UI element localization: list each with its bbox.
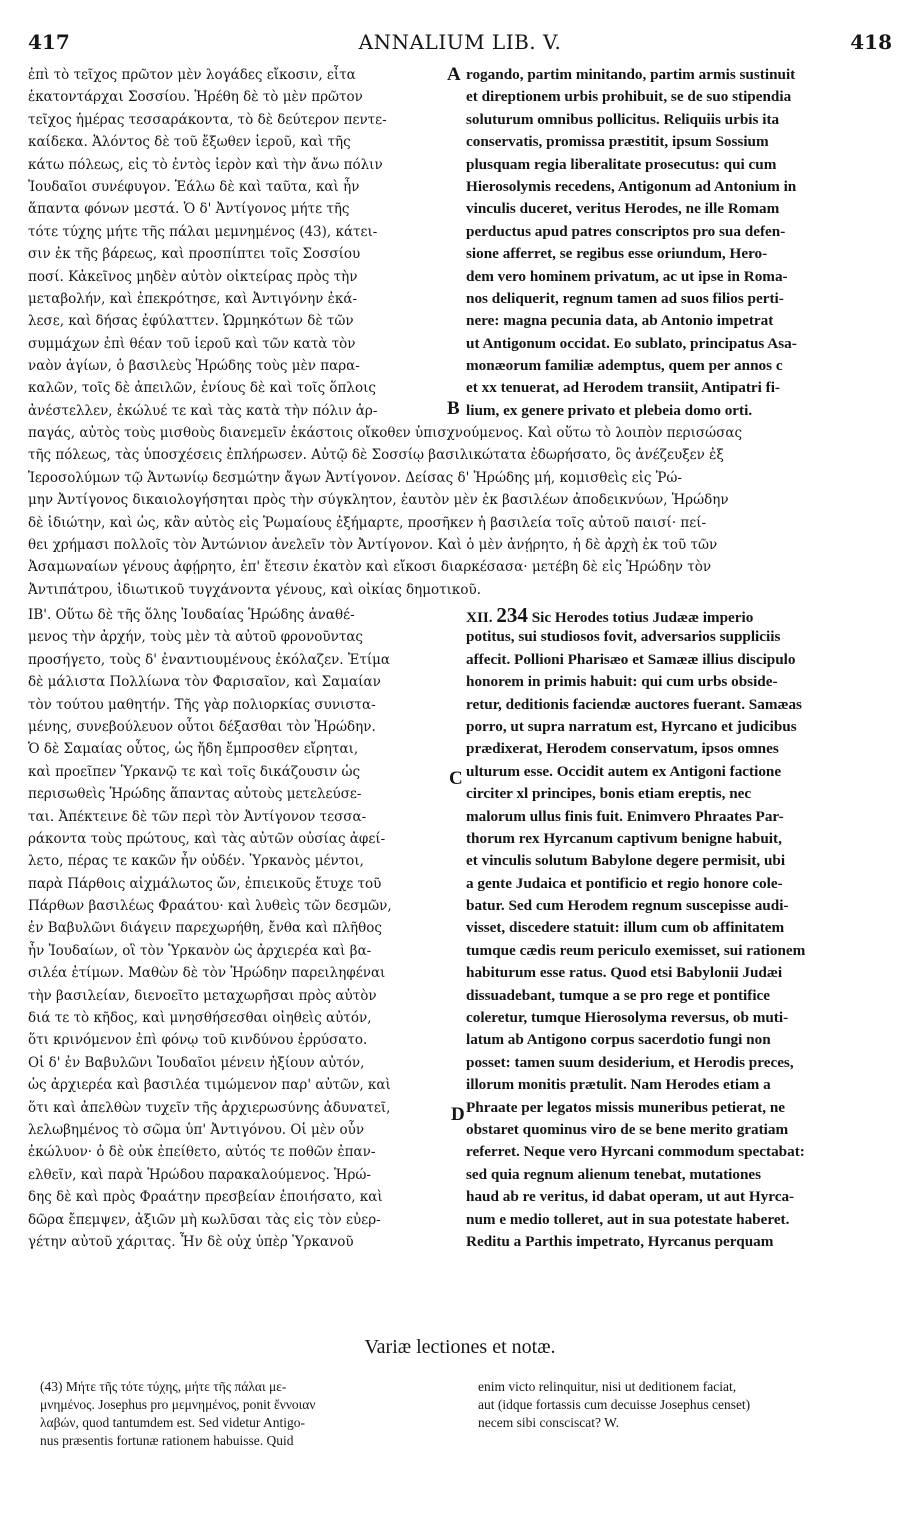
latin-line: potitus, sui studiosos fovit, adversarios suppliciis [466, 628, 781, 646]
greek-full-line: Ἀσαμωναίων γένους ἀφῄρητο, ἐπ' ἔτεσιν ἑκατὸν καὶ εἴκοσι διαρκέσασα· μετέβη δὲ εἰς Ἡρώδην τὸν [28, 559, 712, 576]
latin-line: ulturum esse. Occidit autem ex Antigoni factione [466, 762, 782, 780]
latin-line: prædixerat, Herodem conservatum, ipsos omnes [466, 740, 779, 758]
note-line: enim victo relinquitur, nisi ut deditionem faciat, [478, 1379, 737, 1394]
greek-line: ελθεῖν, καὶ παρὰ Ἡρώδου παρακαλούμενος. Ἡρώ- [28, 1166, 371, 1183]
latin-line: a gente Judaica et pontificio et regio honore cole- [466, 874, 783, 892]
greek-full-line: τῆς πόλεως, τὰς ὑποσχέσεις ἐπλήρωσεν. Αὐτῷ δὲ Σοσσίῳ βασιλικώτατα ἐδωρήσατο, ὃς ἀνέζευξεν ἐξ [28, 447, 724, 464]
greek-line: τότε τύχης μήτε τῆς πάλαι μεμνημένος (43), κάτει- [28, 223, 378, 240]
note-line: (43) Μήτε τῆς τότε τύχης, μήτε τῆς πάλαι με- [40, 1379, 287, 1394]
greek-full-width-paragraph [28, 422, 896, 601]
latin-column-1 [466, 64, 896, 400]
latin-lines-2 [466, 626, 896, 1253]
greek-line: ποσί. Κἀκεῖνος μηδὲν αὐτὸν οἰκτείρας πρὸς τὴν [28, 268, 358, 285]
greek-line: ἑκατοντάρχαι Σοσσίου. Ἡρέθη δὲ τὸ μὲν πρῶτον [28, 89, 363, 106]
latin-line: conservatis, promissa præstitit, ipsum Sossium [466, 133, 769, 151]
latin-line: Hierosolymis recedens, Antigonum ad Antonium in [466, 177, 797, 195]
greek-line: λελωβημένος τὸ σῶμα ὑπ' Ἀντιγόνου. Οἱ μὲν οὖν [28, 1121, 365, 1138]
latin-line: visset, discedere statuit: illum cum ob affinitatem [466, 919, 785, 937]
greek-line: δὲ μάλιστα Πολλίωνα τὸν Φαρισαῖον, καὶ Σαμαίαν [28, 674, 381, 691]
notes-right-column [478, 1378, 898, 1432]
running-title: ANNALIUM LIB. V. [358, 30, 562, 54]
latin-line: affecit. Pollioni Pharisæo et Samææ illius discipulo [466, 650, 796, 668]
latin-line: circiter xl principes, bonis etiam ereptis, nec [466, 785, 752, 803]
greek-line: προσήγετο, τοὺς δ' ἐναντιουμένους ἐκόλαζεν. Ἐτίμα [28, 651, 391, 668]
greek-column-2 [28, 604, 443, 1253]
greek-line: δῶρα ἔπεμψεν, ἀξιῶν μὴ κωλῦσαι τὰς εἰς τὸν εὐερ- [28, 1211, 381, 1228]
greek-line: Ὁ δὲ Σαμαίας οὗτος, ὡς ἤδη ἔμπροσθεν εἴρηται, [28, 741, 359, 758]
latin-line: tumque cædis reum periculo exemisset, sui rationem [466, 941, 806, 959]
latin-line: num e medio tolleret, aut in sua potestate haberet. [466, 1210, 790, 1228]
greek-line: ἦν Ἰουδαίων, οἳ τὸν Ὑρκανὸν ὡς ἀρχιερέα καὶ βα- [28, 942, 372, 959]
note-line: aut (idque fortassis cum decuisse Josephus censet) [478, 1397, 751, 1412]
greek-line: καὶ προεῖπεν Ὑρκανῷ τε καὶ τοῖς δικάζουσιν ὡς [28, 763, 361, 780]
greek-line: ὅτι κρινόμενον ἐπὶ φόνῳ τοῦ κινδύνου ἐρρύσατο. [28, 1032, 368, 1049]
greek-line: ράκοντα τοὺς πρώτους, καὶ τὰς αὐτῶν οὐσίας ἀφεί- [28, 830, 386, 847]
greek-line: ἐν Βαβυλῶνι διάγειν παρεχωρήθη, ἔνθα καὶ πλῆθος [28, 920, 382, 937]
latin-line: Reditu a Parthis impetrato, Hyrcanus perquam [466, 1232, 774, 1250]
greek-line: Πάρθων βασιλέως Φραάτου· καὶ λυθεὶς τῶν δεσμῶν, [28, 898, 392, 915]
greek-full-line: Ἱεροσολύμων τῷ Ἀντωνίῳ δεσμώτην ἄγων Ἀντίγονον. Δείσας δ' Ἡρώδης μή, κομισθεὶς εἰς Ῥώ- [28, 469, 682, 486]
greek-full-line: θει χρήμασι πολλοῖς τὸν Ἀντώνιον ἀνελεῖν τὸν Ἀντίγονον. Καὶ ὁ μὲν ἀνῄρητο, ἡ δὲ ἀρχὴ ἐκ τοῦ τῶν [28, 536, 718, 553]
note-line: λαβών, quod tantumdem est. Sed videtur Antigo- [40, 1415, 305, 1430]
latin-line: et xx tenuerat, ad Herodem transiit, Antipatri fi- [466, 379, 780, 397]
greek-line: τὸν τούτου μαθητήν. Τῆς γὰρ πολιορκίας συνιστα- [28, 696, 376, 713]
latin-line: nere: magna pecunia data, ab Antonio impetrat [466, 312, 774, 330]
greek-line: τεῖχος ἡμέρας τεσσαράκοντα, τὸ δὲ δεύτερον πεντε- [28, 111, 387, 128]
greek-line: γέτην αὐτοῦ χάριτας. Ἦν δὲ οὐχ ὑπὲρ Ὑρκανοῦ [28, 1233, 354, 1250]
greek-line: ται. Ἀπέκτεινε δὲ τῶν περὶ τὸν Ἀντίγονον τεσσα- [28, 808, 367, 825]
latin-line: perductus apud patres conscriptos pro sua defen- [466, 222, 786, 240]
latin-line: dissuadebant, tumque a se pro rege et pontifice [466, 986, 771, 1004]
latin-line: soluturum omnibus pollicitus. Reliquiis urbis ita [466, 110, 780, 128]
latin-first-line: Sic Herodes totius Judææ imperio [531, 609, 754, 626]
latin-line: referret. Neque vero Hyrcani commodum spectabat: [466, 1143, 805, 1161]
margin-letter-b: B [447, 398, 460, 419]
latin-line: retur, deditionis faciendæ auctores fuerant. Samæas [466, 695, 802, 713]
latin-line: sione afferret, se regibus esse oriundum, Hero- [466, 245, 768, 263]
greek-line: ναὸν ἁγίων, ὁ βασιλεὺς Ἡρώδης τοὺς μὲν παρα- [28, 358, 360, 375]
greek-line: ὡς ἀρχιερέα καὶ βασιλέα τιμώμενον παρ' αὐτῶν, καὶ [28, 1077, 391, 1094]
latin-line: Phraate per legatos missis muneribus petierat, ne [466, 1098, 786, 1116]
greek-line: ἐπὶ τὸ τεῖχος πρῶτον μὲν λογάδες εἴκοσιν, εἶτα [28, 67, 356, 83]
greek-line: παρὰ Πάρθοις αἰχμάλωτος ὤν, ἐπιεικοῦς ἔτυχε τοῦ [28, 875, 382, 892]
latin-column-2 [466, 604, 896, 1253]
greek-line: τὴν βασιλείαν, διενοεῖτο μεταχωρῆσαι πρὸς αὐτὸν [28, 987, 377, 1004]
latin-line: batur. Sed cum Herodem regnum suscepisse audi- [466, 897, 789, 915]
greek-full-line: Ἀντιπάτρου, ἰδιωτικοῦ τυγχάνοντα γένους, καὶ οἰκίας δημοτικοῦ. [28, 581, 481, 598]
margin-letter-d: D [451, 1104, 465, 1125]
latin-line: dem vero hominem privatum, ac ut ipse in Roma- [466, 267, 788, 285]
latin-line: rogando, partim minitando, partim armis sustinuit [466, 66, 796, 83]
latin-line: et vinculis solutum Babylone degere permisit, ubi [466, 852, 786, 870]
latin-line: obstaret quominus viro de se bene merito gratiam [466, 1120, 789, 1138]
latin-line: sed quia regnum alienum tenebat, mutationes [466, 1165, 762, 1183]
latin-line: nos deliquerit, regnum tamen ad suos filios perti- [466, 289, 784, 307]
greek-line: μεταβολήν, καὶ ἐπεκρότησε, καὶ Ἀντιγόνην ἐκά- [28, 290, 358, 307]
greek-line: ὅτι καὶ ἀπελθὼν τυχεῖν τῆς ἀρχιερωσύνης ἀδυνατεῖ, [28, 1099, 391, 1116]
greek-line: διά τε τὸ κῆδος, καὶ μνησθήσεσθαι οἰηθεὶς αὐτόν, [28, 1010, 372, 1027]
page-number-right: 418 [850, 30, 892, 54]
note-line: nus præsentis fortunæ rationem habuisse. Quid [40, 1433, 294, 1448]
notes-title: Variæ lectiones et notæ. [364, 1336, 556, 1358]
section-number: XII. [466, 609, 493, 626]
greek-full-line: μην Ἀντίγονος δικαιολογήσηται πρὸς τὴν σύγκλητον, ἑαυτὸν μὲν ἐκ βασιλέων ἀποδεικνύων, Ἡρώδην [28, 492, 729, 509]
greek-line: ἅπαντα φόνων μεστά. Ὁ δ' Ἀντίγονος μήτε τῆς [28, 201, 350, 218]
latin-line: malorum ullus finis fuit. Enimvero Phraates Par- [466, 807, 784, 825]
latin-line: et direptionem urbis prohibuit, se de suo stipendia [466, 88, 792, 106]
latin-line: haud ab re veritus, id dabat operam, ut aut Hyrca- [466, 1188, 795, 1206]
greek-line: κάτω πόλεως, εἰς τὸ ἐντὸς ἱερὸν καὶ τὴν ἄνω πόλιν [28, 156, 383, 173]
greek-line: Ἰουδαῖοι συνέφυγον. Ἑάλω δὲ καὶ ταῦτα, καὶ ἦν [28, 178, 360, 195]
latin-line: habiturum esse ratus. Quod etsi Babylonii Judæi [466, 964, 783, 982]
latin-section-heading [466, 604, 896, 626]
greek-line: ΙΒ'. Οὕτω δὲ τῆς ὅλης Ἰουδαίας Ἡρώδης ἀναθέ- [28, 607, 355, 623]
latin-line: plusquam regia liberalitate prosecutus: qui cum [466, 155, 777, 173]
greek-line: καλῶν, τοῖς δὲ ἀπειλῶν, ἐνίους δὲ καὶ τοῖς ὅπλοις [28, 380, 376, 397]
latin-line: latum ab Antigono corpus sacerdotio fungi non [466, 1031, 771, 1049]
greek-column-1 [28, 64, 443, 400]
margin-letter-a: A [447, 64, 461, 85]
greek-line-continued: ἀνέστελλεν, ἐκώλυέ τε καὶ τὰς κατὰ τὴν πόλιν ἁρ- [28, 403, 378, 419]
latin-line: porro, ut supra narratum est, Hyrcano et judicibus [466, 717, 797, 735]
latin-line: illorum monitis prætulit. Nam Herodes etiam a [466, 1076, 771, 1094]
greek-line: ἐκώλυον· ὁ δὲ οὐκ ἐπείθετο, αὐτός τε ποθῶν ἐπαν- [28, 1144, 376, 1161]
greek-line: δης δὲ καὶ πρὸς Φραάτην πρεσβείαν ἐποιήσατο, καὶ [28, 1189, 383, 1206]
greek-full-line: παγάς, αὐτὸς τοὺς μισθοὺς διανεμεῖν ἑκάστοις οἴκοθεν ὑπισχνούμενος. Καὶ οὕτω τὸ λοιπὸν περισώσας [28, 425, 743, 441]
latin-line: vinculis duceret, veritus Herodes, ne ille Romam [466, 200, 780, 218]
greek-full-line: δὲ ἰδιώτην, καὶ ὡς, κἂν αὐτὸς εἰς Ῥωμαίους ἐξήμαρτε, προσῆκεν ἡ βασιλεία τοῖς αὐτοῦ παισί· πεί- [28, 514, 707, 531]
note-line: necem sibi consciscat? W. [478, 1415, 619, 1430]
latin-line: monæorum familiæ ademptus, quem per annos c [466, 357, 783, 375]
greek-line: συμμάχων ἐπὶ θέαν τοῦ ἱεροῦ καὶ τῶν κατὰ τὸν [28, 335, 356, 352]
note-line: μνημένος. Josephus pro μεμνημένος, ponit ἔννοιαν [40, 1397, 316, 1412]
greek-line: σιλέα ἐτίμων. Μαθὼν δὲ τὸν Ἡρώδην παρειληφέναι [28, 965, 386, 982]
notes-left-column [40, 1378, 460, 1450]
marginal-number: 234 [496, 604, 528, 627]
greek-line: μένης, συνεβούλευον οὗτοι δέξασθαι τὸν Ἡρώδην. [28, 718, 376, 735]
page-header [28, 30, 892, 60]
greek-line: μενος τὴν ἀρχήν, τοὺς μὲν τὰ αὐτοῦ φρονοῦντας [28, 629, 363, 646]
greek-line: λεσε, καὶ δήσας ἐφύλαττεν. Ὡρμηκότων δὲ τῶν [28, 313, 354, 330]
greek-line: καίδεκα. Ἁλόντος δὲ τοῦ ἔξωθεν ἱεροῦ, καὶ τῆς [28, 134, 351, 151]
greek-line: σιν ἐκ τῆς βάρεως, καὶ προσπίπτει τοῖς Σοσσίου [28, 246, 361, 263]
margin-letter-c: C [449, 768, 463, 789]
latin-line: coleretur, tumque Hierosolyma reversus, ob muti- [466, 1009, 789, 1027]
latin-line-continued: lium, ex genere privato et plebeia domo orti. [466, 402, 753, 419]
latin-line: honorem in primis habuit: qui cum urbs obside- [466, 673, 778, 691]
page-number-left: 417 [28, 30, 70, 54]
latin-line: posset: tamen suum desiderium, et Herodis preces, [466, 1053, 794, 1071]
greek-line: περισωθεὶς Ἡρώδης ἅπαντας αὐτοὺς μετελεύσε- [28, 786, 362, 803]
latin-line: thorum rex Hyrcanum captivum benigne habuit, [466, 829, 782, 847]
latin-line: ut Antigonum occidat. Eo sublato, principatus Asa- [466, 334, 797, 352]
greek-line: λετο, πέρας τε κακῶν ἦν οὐδέν. Ὑρκανὸς μέντοι, [28, 853, 364, 870]
greek-line: Οἱ δ' ἐν Βαβυλῶνι Ἰουδαῖοι μένειν ἠξίουν αὐτόν, [28, 1054, 365, 1071]
